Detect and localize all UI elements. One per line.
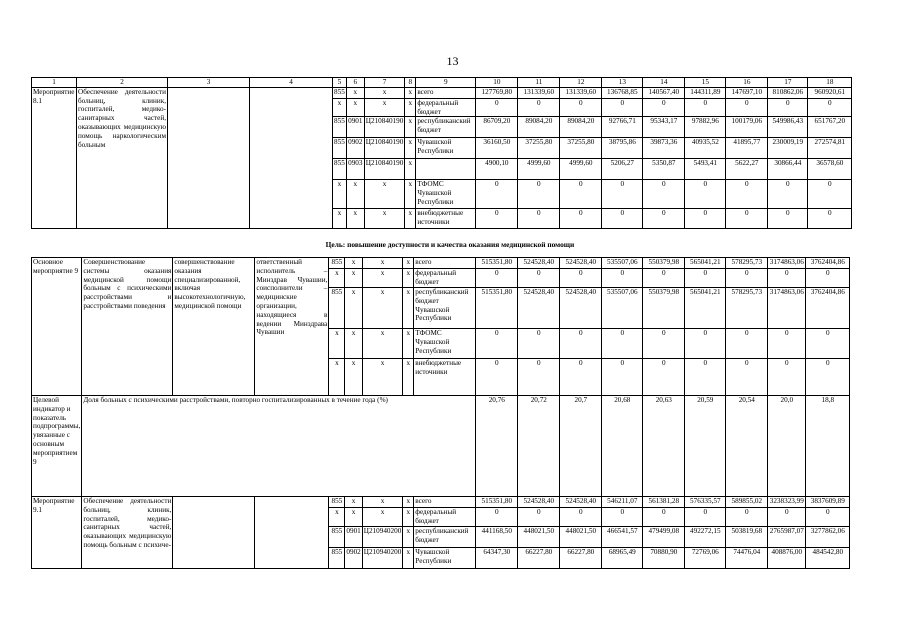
b-value-cell: 0 [768, 329, 806, 359]
a-value-cell: 0 [808, 180, 852, 209]
a-value-cell: 0 [560, 209, 602, 229]
c-code-cell: 0901 [345, 527, 362, 548]
a-value-cell: 0 [685, 180, 726, 209]
a-value-cell: 92766,71 [602, 117, 643, 138]
a-value-cell: 95343,17 [643, 117, 685, 138]
b-value-cell: 578295,73 [726, 288, 768, 329]
indicator-value-cell: 20,63 [643, 396, 685, 497]
a-value-cell: 89084,20 [518, 117, 560, 138]
main-activity-result-cell: совершенствование оказания специализированной, включая высокотехнологичную, медицинской помощи [173, 258, 255, 396]
a-value-cell: 0 [518, 180, 560, 209]
activity-name-cell: Мероприятие 9.1 [32, 497, 82, 569]
b-value-cell: 0 [726, 329, 768, 359]
a-value-cell: 127769,80 [476, 87, 518, 98]
a-value-cell: 131339,60 [560, 87, 602, 98]
a-value-cell: 0 [476, 209, 518, 229]
a-source-cell: федеральный бюджет [416, 98, 476, 117]
b-value-cell: 515351,80 [476, 288, 518, 329]
b-value-cell: 0 [806, 269, 850, 288]
b-value-cell: 3762404,86 [806, 288, 850, 329]
b-value-cell: 515351,80 [476, 258, 518, 269]
c-source-cell: всего [414, 497, 476, 508]
a-value-cell: 0 [643, 209, 685, 229]
b-value-cell: 0 [806, 359, 850, 396]
main-activity-name-cell: Основное мероприятие 9 [32, 258, 82, 396]
a-value-cell: 30866,44 [768, 159, 808, 180]
a-value-cell: 0 [768, 98, 808, 117]
result-cell [173, 497, 255, 569]
column-number-cell: 10 [476, 78, 518, 88]
c-code-cell: x [345, 497, 362, 508]
a-value-cell: 4900,10 [476, 159, 518, 180]
b-value-cell: 565041,21 [685, 258, 726, 269]
b-value-cell: 0 [560, 329, 602, 359]
a-code-cell: x [346, 87, 364, 98]
c-code-cell: Ц210940200 [362, 527, 403, 548]
a-value-cell: 136768,85 [602, 87, 643, 98]
a-value-cell: 37255,80 [560, 138, 602, 159]
indicator-value-cell: 20,72 [518, 396, 560, 497]
b-value-cell: 578295,73 [726, 258, 768, 269]
b-value-cell: 3174863,06 [768, 258, 806, 269]
main-activity-executor-cell: ответственный исполнитель – Минздрав Чувашии, соисполнители – медицинские организации, находящиеся в ведении Минздрава Чувашии [255, 258, 329, 396]
a-value-cell: 0 [726, 209, 768, 229]
column-number-cell: 5 [333, 78, 347, 88]
a-code-cell: 0903 [346, 159, 364, 180]
b-code-cell: x [362, 288, 403, 329]
b-value-cell: 0 [685, 269, 726, 288]
b-value-cell: 0 [768, 269, 806, 288]
a-value-cell: 39873,36 [643, 138, 685, 159]
b-value-cell: 0 [560, 269, 602, 288]
b-code-cell: x [329, 329, 345, 359]
a-value-cell: 230009,19 [768, 138, 808, 159]
c-code-cell: x [403, 527, 414, 548]
b-code-cell: x [403, 288, 414, 329]
a-value-cell: 0 [643, 98, 685, 117]
result-cell [168, 87, 250, 229]
b-source-cell: ТФОМС Чувашской Республики [414, 329, 476, 359]
b-code-cell: x [403, 269, 414, 288]
c-value-cell: 524528,40 [560, 497, 602, 508]
a-value-cell: 140567,40 [643, 87, 685, 98]
b-value-cell: 0 [602, 269, 643, 288]
a-code-cell: x [405, 87, 416, 98]
b-source-cell: всего [414, 258, 476, 269]
a-code-cell: x [333, 180, 347, 209]
a-source-cell: Чувашской Республики [416, 138, 476, 159]
a-code-cell: 0902 [346, 138, 364, 159]
b-code-cell: x [329, 359, 345, 396]
c-value-cell: 66227,80 [518, 548, 560, 569]
a-value-cell: 41895,77 [726, 138, 768, 159]
c-value-cell: 70880,90 [643, 548, 685, 569]
a-code-cell: x [346, 180, 364, 209]
a-value-cell: 86709,20 [476, 117, 518, 138]
column-number-cell: 6 [346, 78, 364, 88]
a-source-cell: всего [416, 87, 476, 98]
c-value-cell: 3277862,06 [806, 527, 850, 548]
column-number-cell: 15 [685, 78, 726, 88]
column-number-cell: 14 [643, 78, 685, 88]
b-value-cell: 535507,06 [602, 258, 643, 269]
c-value-cell: 466541,57 [602, 527, 643, 548]
column-number-cell: 16 [726, 78, 768, 88]
a-code-cell: x [346, 98, 364, 117]
a-code-cell: x [333, 209, 347, 229]
indicator-text-cell: Доля больных с психическими расстройствами, повторно госпитализированных в течение года (%) [82, 396, 476, 497]
a-value-cell: 0 [602, 98, 643, 117]
b-code-cell: x [362, 359, 403, 396]
a-value-cell: 37255,80 [518, 138, 560, 159]
a-code-cell: Ц210840190 [364, 138, 405, 159]
c-code-cell: 855 [329, 497, 345, 508]
b-value-cell: 0 [560, 359, 602, 396]
c-code-cell: 855 [329, 548, 345, 569]
main-activity-description-cell: Совершенствование системы оказания медицинской помощи больным с психическими расстройствами и расстройствами поведения [82, 258, 173, 396]
a-value-cell: 97882,96 [685, 117, 726, 138]
a-value-cell: 0 [808, 209, 852, 229]
a-source-cell: ТФОМС Чувашской Республики [416, 180, 476, 209]
b-value-cell: 0 [476, 269, 518, 288]
b-value-cell: 0 [602, 329, 643, 359]
b-value-cell: 0 [768, 359, 806, 396]
column-number-cell: 8 [405, 78, 416, 88]
c-value-cell: 492272,15 [685, 527, 726, 548]
column-number-row [32, 78, 852, 88]
a-value-cell: 0 [560, 98, 602, 117]
table-row [32, 87, 852, 98]
a-value-cell: 147697,10 [726, 87, 768, 98]
a-code-cell: 855 [333, 87, 347, 98]
a-code-cell: 855 [333, 159, 347, 180]
c-value-cell: 515351,80 [476, 497, 518, 508]
a-value-cell: 36160,50 [476, 138, 518, 159]
c-value-cell: 576335,57 [685, 497, 726, 508]
a-value-cell: 0 [808, 98, 852, 117]
c-source-cell: федеральный бюджет [414, 508, 476, 527]
a-value-cell: 960920,61 [808, 87, 852, 98]
a-code-cell: x [405, 117, 416, 138]
a-value-cell: 38795,86 [602, 138, 643, 159]
b-value-cell: 0 [643, 359, 685, 396]
b-value-cell: 3762404,86 [806, 258, 850, 269]
activity-name-cell: Мероприятие 8.1 [32, 87, 77, 229]
b-value-cell: 0 [518, 329, 560, 359]
column-number-cell: 13 [602, 78, 643, 88]
a-value-cell: 4999,60 [518, 159, 560, 180]
a-code-cell: x [405, 209, 416, 229]
b-value-cell: 0 [518, 359, 560, 396]
b-value-cell: 0 [643, 329, 685, 359]
c-value-cell: 0 [685, 508, 726, 527]
a-value-cell: 549986,43 [768, 117, 808, 138]
c-source-cell: республиканский бюджет [414, 527, 476, 548]
page-number: 13 [446, 54, 459, 68]
column-number-cell: 9 [416, 78, 476, 88]
a-value-cell: 0 [685, 209, 726, 229]
budget-table-top [31, 77, 852, 229]
b-value-cell: 565041,21 [685, 288, 726, 329]
b-code-cell: x [345, 258, 362, 269]
c-value-cell: 2765987,07 [768, 527, 806, 548]
indicator-name-cell: Целевой индикатор и показатель подпрограммы, увязанные с основным мероприятием 9 [32, 396, 82, 497]
c-value-cell: 408876,00 [768, 548, 806, 569]
c-value-cell: 0 [643, 508, 685, 527]
b-value-cell: 3174863,06 [768, 288, 806, 329]
c-value-cell: 3238323,99 [768, 497, 806, 508]
a-code-cell: Ц210840190 [364, 117, 405, 138]
c-code-cell: x [403, 548, 414, 569]
b-value-cell: 524528,40 [518, 258, 560, 269]
a-value-cell: 0 [602, 209, 643, 229]
a-value-cell: 0 [602, 180, 643, 209]
c-code-cell: 0902 [345, 548, 362, 569]
c-value-cell: 503819,68 [726, 527, 768, 548]
b-value-cell: 0 [685, 359, 726, 396]
c-value-cell: 448021,50 [518, 527, 560, 548]
a-value-cell: 5493,41 [685, 159, 726, 180]
c-value-cell: 0 [476, 508, 518, 527]
c-value-cell: 589855,02 [726, 497, 768, 508]
indicator-value-cell: 18,8 [806, 396, 850, 497]
b-value-cell: 550379,98 [643, 258, 685, 269]
c-value-cell: 0 [726, 508, 768, 527]
a-code-cell: 855 [333, 138, 347, 159]
a-value-cell: 810862,06 [768, 87, 808, 98]
a-value-cell: 0 [726, 98, 768, 117]
b-code-cell: x [362, 329, 403, 359]
c-code-cell: x [345, 508, 362, 527]
c-source-cell: Чувашской Республики [414, 548, 476, 569]
b-source-cell: внебюджетные источники [414, 359, 476, 396]
a-code-cell: x [405, 180, 416, 209]
a-value-cell: 0 [768, 180, 808, 209]
column-number-cell: 2 [77, 78, 168, 88]
column-number-cell: 11 [518, 78, 560, 88]
c-value-cell: 0 [518, 508, 560, 527]
c-value-cell: 68965,49 [602, 548, 643, 569]
c-value-cell: 72769,06 [685, 548, 726, 569]
c-value-cell: 484542,80 [806, 548, 850, 569]
c-code-cell: x [403, 508, 414, 527]
table-row [32, 497, 850, 508]
indicator-value-cell: 20,7 [560, 396, 602, 497]
b-value-cell: 535507,06 [602, 288, 643, 329]
b-code-cell: x [403, 258, 414, 269]
c-value-cell: 0 [806, 508, 850, 527]
indicator-value-cell: 20,76 [476, 396, 518, 497]
activity-description-cell: Обеспечение деятельности больниц, клиник, госпиталей, медико-санитарных частей, оказывающих медицинскую помощь наркологическим больным [77, 87, 168, 229]
b-value-cell: 0 [806, 329, 850, 359]
a-code-cell: x [405, 98, 416, 117]
a-code-cell: Ц210840190 [364, 159, 405, 180]
a-source-cell: республиканский бюджет [416, 117, 476, 138]
a-value-cell: 89084,20 [560, 117, 602, 138]
column-number-cell: 3 [168, 78, 250, 88]
b-value-cell: 0 [643, 269, 685, 288]
b-value-cell: 0 [685, 329, 726, 359]
a-value-cell: 40935,52 [685, 138, 726, 159]
activity-description-cell: Обеспечение деятельности больниц, клиник, госпиталей, медико-санитарных частей, оказывающих медицинскую помощь больным с психиче- [82, 497, 173, 569]
c-value-cell: 561381,28 [643, 497, 685, 508]
b-value-cell: 550379,98 [643, 288, 685, 329]
b-code-cell: x [362, 269, 403, 288]
indicator-value-cell: 20,0 [768, 396, 806, 497]
b-code-cell: x [345, 288, 362, 329]
a-value-cell: 0 [476, 98, 518, 117]
a-value-cell: 0 [768, 209, 808, 229]
c-code-cell: x [362, 508, 403, 527]
a-code-cell: 855 [333, 117, 347, 138]
b-value-cell: 524528,40 [560, 258, 602, 269]
c-value-cell: 66227,80 [560, 548, 602, 569]
indicator-value-cell: 20,59 [685, 396, 726, 497]
column-number-cell: 7 [364, 78, 405, 88]
goal-heading: Цель: повышение доступности и качества оказания медицинской помощи [325, 240, 575, 249]
b-value-cell: 524528,40 [560, 288, 602, 329]
b-value-cell: 524528,40 [518, 288, 560, 329]
a-code-cell: x [364, 87, 405, 98]
b-code-cell: x [403, 329, 414, 359]
a-code-cell: x [364, 209, 405, 229]
column-number-cell: 12 [560, 78, 602, 88]
a-value-cell: 5206,27 [602, 159, 643, 180]
budget-table-bottom [31, 257, 850, 569]
executor-cell [255, 497, 329, 569]
c-code-cell: x [329, 508, 345, 527]
b-source-cell: федеральный бюджет [414, 269, 476, 288]
a-code-cell: x [333, 98, 347, 117]
a-source-cell: внебюджетные источники [416, 209, 476, 229]
b-value-cell: 0 [476, 329, 518, 359]
a-value-cell: 651767,20 [808, 117, 852, 138]
a-value-cell: 5622,27 [726, 159, 768, 180]
indicator-row [32, 396, 850, 497]
b-source-cell: республиканский бюджет Чувашской Республики [414, 288, 476, 329]
c-value-cell: 546211,07 [602, 497, 643, 508]
b-value-cell: 0 [726, 269, 768, 288]
c-value-cell: 0 [768, 508, 806, 527]
indicator-value-cell: 20,68 [602, 396, 643, 497]
c-value-cell: 448021,50 [560, 527, 602, 548]
a-value-cell: 0 [643, 180, 685, 209]
a-value-cell: 131339,60 [518, 87, 560, 98]
c-value-cell: 0 [560, 508, 602, 527]
a-value-cell: 4999,60 [560, 159, 602, 180]
c-value-cell: 3837609,89 [806, 497, 850, 508]
b-code-cell: x [345, 329, 362, 359]
b-code-cell: x [345, 359, 362, 396]
a-value-cell: 0 [518, 209, 560, 229]
table-row [32, 258, 850, 269]
column-number-cell: 4 [250, 78, 333, 88]
c-code-cell: Ц210940200 [362, 548, 403, 569]
a-value-cell: 272574,81 [808, 138, 852, 159]
a-value-cell: 144311,89 [685, 87, 726, 98]
b-code-cell: x [403, 359, 414, 396]
a-value-cell: 0 [476, 180, 518, 209]
a-code-cell: x [364, 98, 405, 117]
a-value-cell: 5350,87 [643, 159, 685, 180]
b-code-cell: 855 [329, 258, 345, 269]
a-code-cell: 0901 [346, 117, 364, 138]
c-value-cell: 74476,04 [726, 548, 768, 569]
c-code-cell: x [362, 497, 403, 508]
a-source-cell [416, 159, 476, 180]
b-value-cell: 0 [726, 359, 768, 396]
c-code-cell: 855 [329, 527, 345, 548]
indicator-value-cell: 20,54 [726, 396, 768, 497]
b-code-cell: x [329, 269, 345, 288]
c-code-cell: x [403, 497, 414, 508]
a-code-cell: x [364, 180, 405, 209]
b-value-cell: 0 [518, 269, 560, 288]
a-value-cell: 0 [560, 180, 602, 209]
b-code-cell: x [345, 269, 362, 288]
a-value-cell: 0 [685, 98, 726, 117]
a-code-cell: x [405, 138, 416, 159]
c-value-cell: 64347,30 [476, 548, 518, 569]
c-value-cell: 524528,40 [518, 497, 560, 508]
a-code-cell: x [405, 159, 416, 180]
a-value-cell: 0 [518, 98, 560, 117]
column-number-cell: 18 [808, 78, 852, 88]
column-number-cell: 1 [32, 78, 77, 88]
b-value-cell: 0 [602, 359, 643, 396]
b-value-cell: 0 [476, 359, 518, 396]
c-value-cell: 441168,50 [476, 527, 518, 548]
a-code-cell: x [346, 209, 364, 229]
b-code-cell: 855 [329, 288, 345, 329]
a-value-cell: 0 [726, 180, 768, 209]
a-value-cell: 36578,60 [808, 159, 852, 180]
c-value-cell: 0 [602, 508, 643, 527]
b-code-cell: x [362, 258, 403, 269]
column-number-cell: 17 [768, 78, 808, 88]
c-value-cell: 479499,08 [643, 527, 685, 548]
executor-cell [250, 87, 333, 229]
a-value-cell: 100179,06 [726, 117, 768, 138]
